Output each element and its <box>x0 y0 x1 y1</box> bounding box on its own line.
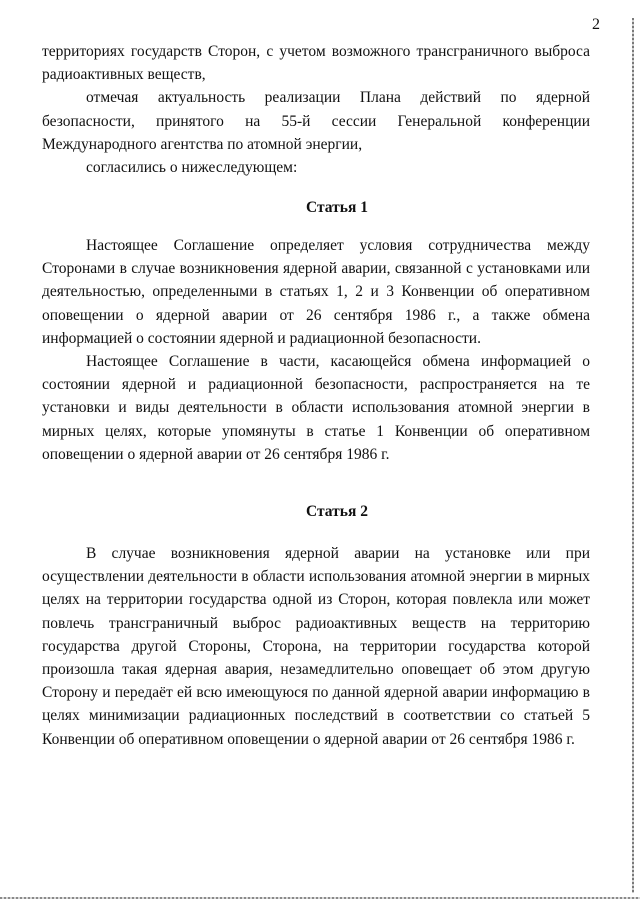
intro-paragraph-preamble: отмечая актуальность реализации Плана действий по ядерной безопасности, принятого на 55-й сессии Генеральной конференции Международного агентства по атомной энергии, <box>42 89 590 153</box>
scan-edge-bottom <box>0 897 640 899</box>
intro-paragraph-agreed: согласились о нижеследующем: <box>86 159 298 177</box>
intro-block <box>42 40 590 179</box>
intro-paragraph-continuation: территориях государств Сторон, с учетом возможного трансграничного выброса радиоактивных веществ, <box>42 43 590 84</box>
article-2-body <box>42 542 590 751</box>
article-1-paragraph-2: Настоящее Соглашение в части, касающейся обмена информацией о состоянии ядерной и радиационной безопасности, распространяется на те установки и виды деятельности в области использования атомной энергии в мирных целях, которые упомянуты в статье 1 Конвенции об оперативном оповещении о ядерной аварии от 26 сентября 1986 г. <box>42 353 590 463</box>
page-number: 2 <box>592 16 600 33</box>
article-1-paragraph-1: Настоящее Соглашение определяет условия сотрудничества между Сторонами в случае возникновения ядерной аварии, связанной с установками или деятельностью, определенными в статьях 1, 2 и 3 Конвенции об оперативном оповещении о ядерной аварии от 26 сентября 1986 г., а также обмена информацией о состоянии ядерной и радиационной безопасности. <box>42 237 590 347</box>
article-1-body <box>42 234 590 466</box>
article-2-paragraph-1: В случае возникновения ядерной аварии на установке или при осуществлении деятельности в области использования атомной энергии в мирных целях на территории государства одной из Сторон, которая повлекла или может повлечь трансграничный выброс радиоактивных веществ на территорию государства другой Стороны, Сторона, на территории государства которой произошла такая ядерная авария, незамедлительно оповещает об этом другую Сторону и передаёт ей всю имеющуюся по данной ядерной аварии информацию в целях минимизации радиационных последствий в соответствии со статьей 5 Конвенции об оперативном оповещении о ядерной аварии от 26 сентября 1986 г. <box>42 545 590 748</box>
scan-edge-right <box>632 18 634 893</box>
article-1-title: Статья 1 <box>306 199 368 216</box>
article-2-title: Статья 2 <box>306 503 368 520</box>
